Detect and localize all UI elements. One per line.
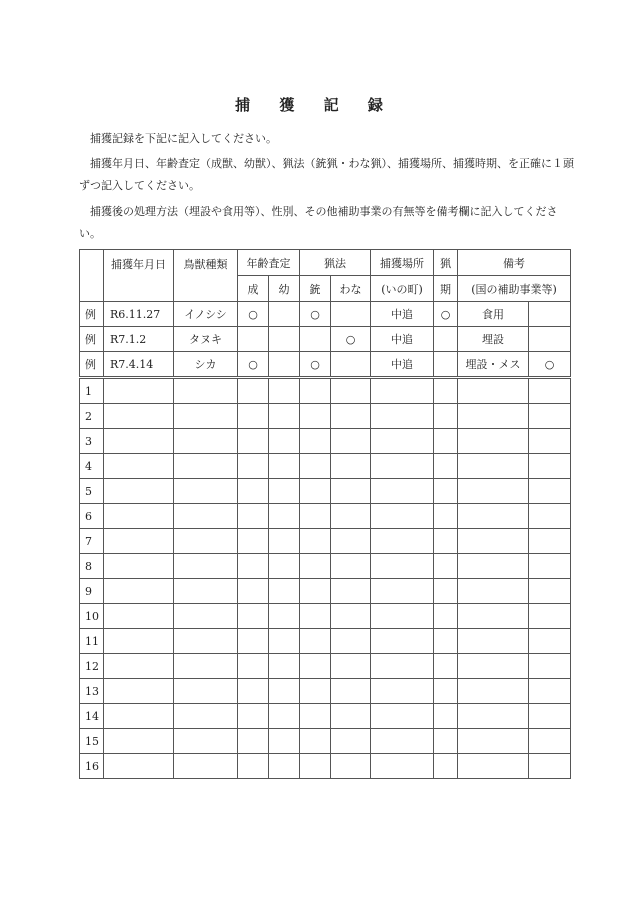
record-date-cell[interactable] [104, 404, 174, 429]
record-rows [80, 378, 571, 779]
record-remark-cell[interactable] [458, 479, 529, 504]
record-date-cell[interactable] [104, 729, 174, 754]
record-species-cell[interactable] [174, 604, 238, 629]
row-number: 13 [80, 679, 104, 704]
record-season-cell[interactable] [434, 554, 458, 579]
record-young-cell[interactable] [269, 654, 300, 679]
record-young-cell[interactable] [269, 679, 300, 704]
row-number: 2 [80, 404, 104, 429]
example-remark: 食用 [458, 302, 529, 327]
record-season-cell[interactable] [434, 504, 458, 529]
record-adult-cell[interactable] [238, 654, 269, 679]
record-young-cell[interactable] [269, 754, 300, 779]
row-number: 14 [80, 704, 104, 729]
example-subsidy: ○ [529, 352, 571, 378]
record-row [80, 579, 571, 604]
header-place-sub: (いの町) [371, 276, 434, 302]
record-adult-cell[interactable] [238, 554, 269, 579]
record-gun-cell[interactable] [300, 404, 331, 429]
record-adult-cell[interactable] [238, 529, 269, 554]
record-young-cell[interactable] [269, 604, 300, 629]
header-row-1 [80, 250, 571, 276]
record-remark-cell[interactable] [458, 378, 529, 404]
record-gun-cell[interactable] [300, 679, 331, 704]
example-date: R6.11.27 [104, 302, 174, 327]
record-gun-cell[interactable] [300, 479, 331, 504]
record-row [80, 629, 571, 654]
record-remark-cell[interactable] [458, 679, 529, 704]
record-young-cell[interactable] [269, 429, 300, 454]
header-number [80, 250, 104, 302]
record-trap-cell[interactable] [331, 704, 371, 729]
record-subsidy-cell[interactable] [529, 579, 571, 604]
record-date-cell[interactable] [104, 629, 174, 654]
header-method-trap: わな [331, 276, 371, 302]
row-number: 6 [80, 504, 104, 529]
record-trap-cell[interactable] [331, 729, 371, 754]
record-trap-cell[interactable] [331, 679, 371, 704]
record-date-cell[interactable] [104, 604, 174, 629]
record-species-cell[interactable] [174, 479, 238, 504]
record-place-cell[interactable] [371, 554, 434, 579]
example-young [269, 327, 300, 352]
record-date-cell[interactable] [104, 679, 174, 704]
capture-record-table [79, 249, 571, 779]
instruction-1: 捕獲記録を下記に記入してください。 [90, 132, 277, 145]
record-season-cell[interactable] [434, 429, 458, 454]
record-adult-cell[interactable] [238, 704, 269, 729]
record-gun-cell[interactable] [300, 729, 331, 754]
record-row [80, 529, 571, 554]
record-place-cell[interactable] [371, 479, 434, 504]
record-row [80, 429, 571, 454]
record-adult-cell[interactable] [238, 504, 269, 529]
example-gun: ○ [300, 352, 331, 378]
record-gun-cell[interactable] [300, 504, 331, 529]
example-remark: 埋設 [458, 327, 529, 352]
record-species-cell[interactable] [174, 529, 238, 554]
record-young-cell[interactable] [269, 704, 300, 729]
record-species-cell[interactable] [174, 554, 238, 579]
example-young [269, 302, 300, 327]
record-row [80, 754, 571, 779]
record-young-cell[interactable] [269, 454, 300, 479]
record-adult-cell[interactable] [238, 378, 269, 404]
record-date-cell[interactable] [104, 754, 174, 779]
record-row [80, 479, 571, 504]
example-adult [238, 327, 269, 352]
record-gun-cell[interactable] [300, 704, 331, 729]
example-row [80, 352, 571, 378]
example-young [269, 352, 300, 378]
record-adult-cell[interactable] [238, 629, 269, 654]
record-species-cell[interactable] [174, 579, 238, 604]
record-place-cell[interactable] [371, 504, 434, 529]
record-remark-cell[interactable] [458, 504, 529, 529]
record-row [80, 378, 571, 404]
record-row [80, 679, 571, 704]
record-place-cell[interactable] [371, 704, 434, 729]
record-young-cell[interactable] [269, 729, 300, 754]
record-trap-cell[interactable] [331, 378, 371, 404]
example-adult: ○ [238, 352, 269, 378]
record-species-cell[interactable] [174, 504, 238, 529]
record-date-cell[interactable] [104, 378, 174, 404]
example-date: R7.4.14 [104, 352, 174, 378]
example-label: 例 [80, 352, 104, 378]
header-season-1: 猟 [434, 250, 458, 276]
header-remarks: 備考 [458, 250, 571, 276]
record-subsidy-cell[interactable] [529, 754, 571, 779]
record-species-cell[interactable] [174, 729, 238, 754]
header-remarks-sub: (国の補助事業等) [458, 276, 571, 302]
example-species: シカ [174, 352, 238, 378]
record-date-cell[interactable] [104, 704, 174, 729]
row-number: 8 [80, 554, 104, 579]
record-subsidy-cell[interactable] [529, 529, 571, 554]
record-subsidy-cell[interactable] [529, 729, 571, 754]
record-species-cell[interactable] [174, 629, 238, 654]
example-season [434, 327, 458, 352]
record-row [80, 704, 571, 729]
record-subsidy-cell[interactable] [529, 554, 571, 579]
record-place-cell[interactable] [371, 654, 434, 679]
record-date-cell[interactable] [104, 579, 174, 604]
record-gun-cell[interactable] [300, 554, 331, 579]
record-row [80, 504, 571, 529]
row-number: 4 [80, 454, 104, 479]
example-place: 中追 [371, 302, 434, 327]
example-species: タヌキ [174, 327, 238, 352]
row-number: 1 [80, 378, 104, 404]
row-number: 16 [80, 754, 104, 779]
record-date-cell[interactable] [104, 504, 174, 529]
record-place-cell[interactable] [371, 729, 434, 754]
record-young-cell[interactable] [269, 479, 300, 504]
row-number: 5 [80, 479, 104, 504]
header-age-young: 幼 [269, 276, 300, 302]
record-date-cell[interactable] [104, 554, 174, 579]
record-subsidy-cell[interactable] [529, 479, 571, 504]
record-adult-cell[interactable] [238, 454, 269, 479]
record-subsidy-cell[interactable] [529, 629, 571, 654]
record-remark-cell[interactable] [458, 529, 529, 554]
record-season-cell[interactable] [434, 479, 458, 504]
instruction-2: 捕獲年月日、年齢査定（成獣、幼獣）、猟法（銃猟・わな猟）、捕獲場所、捕獲時期、を正確に１頭ずつ記入してください。 [79, 157, 574, 192]
header-age-adult: 成 [238, 276, 269, 302]
record-remark-cell[interactable] [458, 579, 529, 604]
example-species: イノシシ [174, 302, 238, 327]
record-adult-cell[interactable] [238, 429, 269, 454]
record-remark-cell[interactable] [458, 654, 529, 679]
record-season-cell[interactable] [434, 729, 458, 754]
record-adult-cell[interactable] [238, 479, 269, 504]
record-remark-cell[interactable] [458, 604, 529, 629]
record-species-cell[interactable] [174, 404, 238, 429]
record-young-cell[interactable] [269, 554, 300, 579]
record-trap-cell[interactable] [331, 654, 371, 679]
row-number: 7 [80, 529, 104, 554]
record-row [80, 654, 571, 679]
example-season [434, 352, 458, 378]
example-season: ○ [434, 302, 458, 327]
record-gun-cell[interactable] [300, 529, 331, 554]
record-remark-cell[interactable] [458, 429, 529, 454]
record-season-cell[interactable] [434, 754, 458, 779]
header-season-2: 期 [434, 276, 458, 302]
record-remark-cell[interactable] [458, 554, 529, 579]
record-date-cell[interactable] [104, 654, 174, 679]
record-subsidy-cell[interactable] [529, 679, 571, 704]
record-place-cell[interactable] [371, 629, 434, 654]
record-gun-cell[interactable] [300, 654, 331, 679]
record-adult-cell[interactable] [238, 404, 269, 429]
record-trap-cell[interactable] [331, 604, 371, 629]
record-place-cell[interactable] [371, 679, 434, 704]
record-row [80, 604, 571, 629]
record-season-cell[interactable] [434, 529, 458, 554]
example-gun [300, 327, 331, 352]
record-date-cell[interactable] [104, 429, 174, 454]
record-adult-cell[interactable] [238, 679, 269, 704]
example-subsidy [529, 302, 571, 327]
record-species-cell[interactable] [174, 429, 238, 454]
record-season-cell[interactable] [434, 579, 458, 604]
record-place-cell[interactable] [371, 429, 434, 454]
example-adult: ○ [238, 302, 269, 327]
header-date: 捕獲年月日 [104, 250, 174, 302]
record-remark-cell[interactable] [458, 629, 529, 654]
record-gun-cell[interactable] [300, 629, 331, 654]
record-trap-cell[interactable] [331, 429, 371, 454]
record-subsidy-cell[interactable] [529, 378, 571, 404]
record-place-cell[interactable] [371, 378, 434, 404]
row-number: 11 [80, 629, 104, 654]
record-adult-cell[interactable] [238, 754, 269, 779]
example-place: 中追 [371, 352, 434, 378]
header-place: 捕獲場所 [371, 250, 434, 276]
record-gun-cell[interactable] [300, 579, 331, 604]
instruction-3: 捕獲後の処理方法（埋設や食用等）、性別、その他補助事業の有無等を備考欄に記入してください。 [79, 205, 558, 240]
record-date-cell[interactable] [104, 529, 174, 554]
record-remark-cell[interactable] [458, 454, 529, 479]
record-remark-cell[interactable] [458, 754, 529, 779]
example-trap [331, 302, 371, 327]
record-trap-cell[interactable] [331, 579, 371, 604]
example-trap [331, 352, 371, 378]
record-date-cell[interactable] [104, 454, 174, 479]
record-trap-cell[interactable] [331, 479, 371, 504]
record-season-cell[interactable] [434, 404, 458, 429]
record-species-cell[interactable] [174, 454, 238, 479]
record-subsidy-cell[interactable] [529, 704, 571, 729]
record-species-cell[interactable] [174, 704, 238, 729]
record-young-cell[interactable] [269, 378, 300, 404]
record-species-cell[interactable] [174, 654, 238, 679]
record-place-cell[interactable] [371, 579, 434, 604]
example-row [80, 302, 571, 327]
record-subsidy-cell[interactable] [529, 404, 571, 429]
record-gun-cell[interactable] [300, 754, 331, 779]
record-gun-cell[interactable] [300, 429, 331, 454]
record-subsidy-cell[interactable] [529, 504, 571, 529]
record-date-cell[interactable] [104, 479, 174, 504]
record-adult-cell[interactable] [238, 729, 269, 754]
record-season-cell[interactable] [434, 604, 458, 629]
example-gun: ○ [300, 302, 331, 327]
record-trap-cell[interactable] [331, 754, 371, 779]
example-date: R7.1.2 [104, 327, 174, 352]
record-trap-cell[interactable] [331, 454, 371, 479]
record-gun-cell[interactable] [300, 378, 331, 404]
record-subsidy-cell[interactable] [529, 454, 571, 479]
record-adult-cell[interactable] [238, 579, 269, 604]
record-young-cell[interactable] [269, 529, 300, 554]
record-subsidy-cell[interactable] [529, 604, 571, 629]
header-method: 猟法 [300, 250, 371, 276]
example-place: 中追 [371, 327, 434, 352]
record-trap-cell[interactable] [331, 629, 371, 654]
record-remark-cell[interactable] [458, 704, 529, 729]
example-label: 例 [80, 327, 104, 352]
row-number: 10 [80, 604, 104, 629]
record-place-cell[interactable] [371, 754, 434, 779]
record-young-cell[interactable] [269, 579, 300, 604]
record-place-cell[interactable] [371, 404, 434, 429]
record-species-cell[interactable] [174, 378, 238, 404]
record-trap-cell[interactable] [331, 554, 371, 579]
record-season-cell[interactable] [434, 378, 458, 404]
record-subsidy-cell[interactable] [529, 654, 571, 679]
record-season-cell[interactable] [434, 629, 458, 654]
example-subsidy [529, 327, 571, 352]
example-row [80, 327, 571, 352]
record-row [80, 404, 571, 429]
record-trap-cell[interactable] [331, 504, 371, 529]
record-remark-cell[interactable] [458, 404, 529, 429]
record-season-cell[interactable] [434, 704, 458, 729]
header-age: 年齢査定 [238, 250, 300, 276]
record-young-cell[interactable] [269, 404, 300, 429]
record-young-cell[interactable] [269, 504, 300, 529]
record-subsidy-cell[interactable] [529, 429, 571, 454]
record-season-cell[interactable] [434, 654, 458, 679]
record-species-cell[interactable] [174, 754, 238, 779]
record-gun-cell[interactable] [300, 454, 331, 479]
record-species-cell[interactable] [174, 679, 238, 704]
record-row [80, 729, 571, 754]
record-season-cell[interactable] [434, 679, 458, 704]
record-remark-cell[interactable] [458, 729, 529, 754]
record-gun-cell[interactable] [300, 604, 331, 629]
header-species: 鳥獣種類 [174, 250, 238, 302]
record-season-cell[interactable] [434, 454, 458, 479]
record-adult-cell[interactable] [238, 604, 269, 629]
record-young-cell[interactable] [269, 629, 300, 654]
row-number: 3 [80, 429, 104, 454]
row-number: 15 [80, 729, 104, 754]
example-label: 例 [80, 302, 104, 327]
page-title: 捕 獲 記 録 [235, 96, 395, 114]
example-remark: 埋設・メス [458, 352, 529, 378]
record-trap-cell[interactable] [331, 404, 371, 429]
row-number: 12 [80, 654, 104, 679]
header-method-gun: 銃 [300, 276, 331, 302]
record-row [80, 454, 571, 479]
record-place-cell[interactable] [371, 454, 434, 479]
record-place-cell[interactable] [371, 529, 434, 554]
row-number: 9 [80, 579, 104, 604]
record-row [80, 554, 571, 579]
record-trap-cell[interactable] [331, 529, 371, 554]
record-place-cell[interactable] [371, 604, 434, 629]
example-trap: ○ [331, 327, 371, 352]
